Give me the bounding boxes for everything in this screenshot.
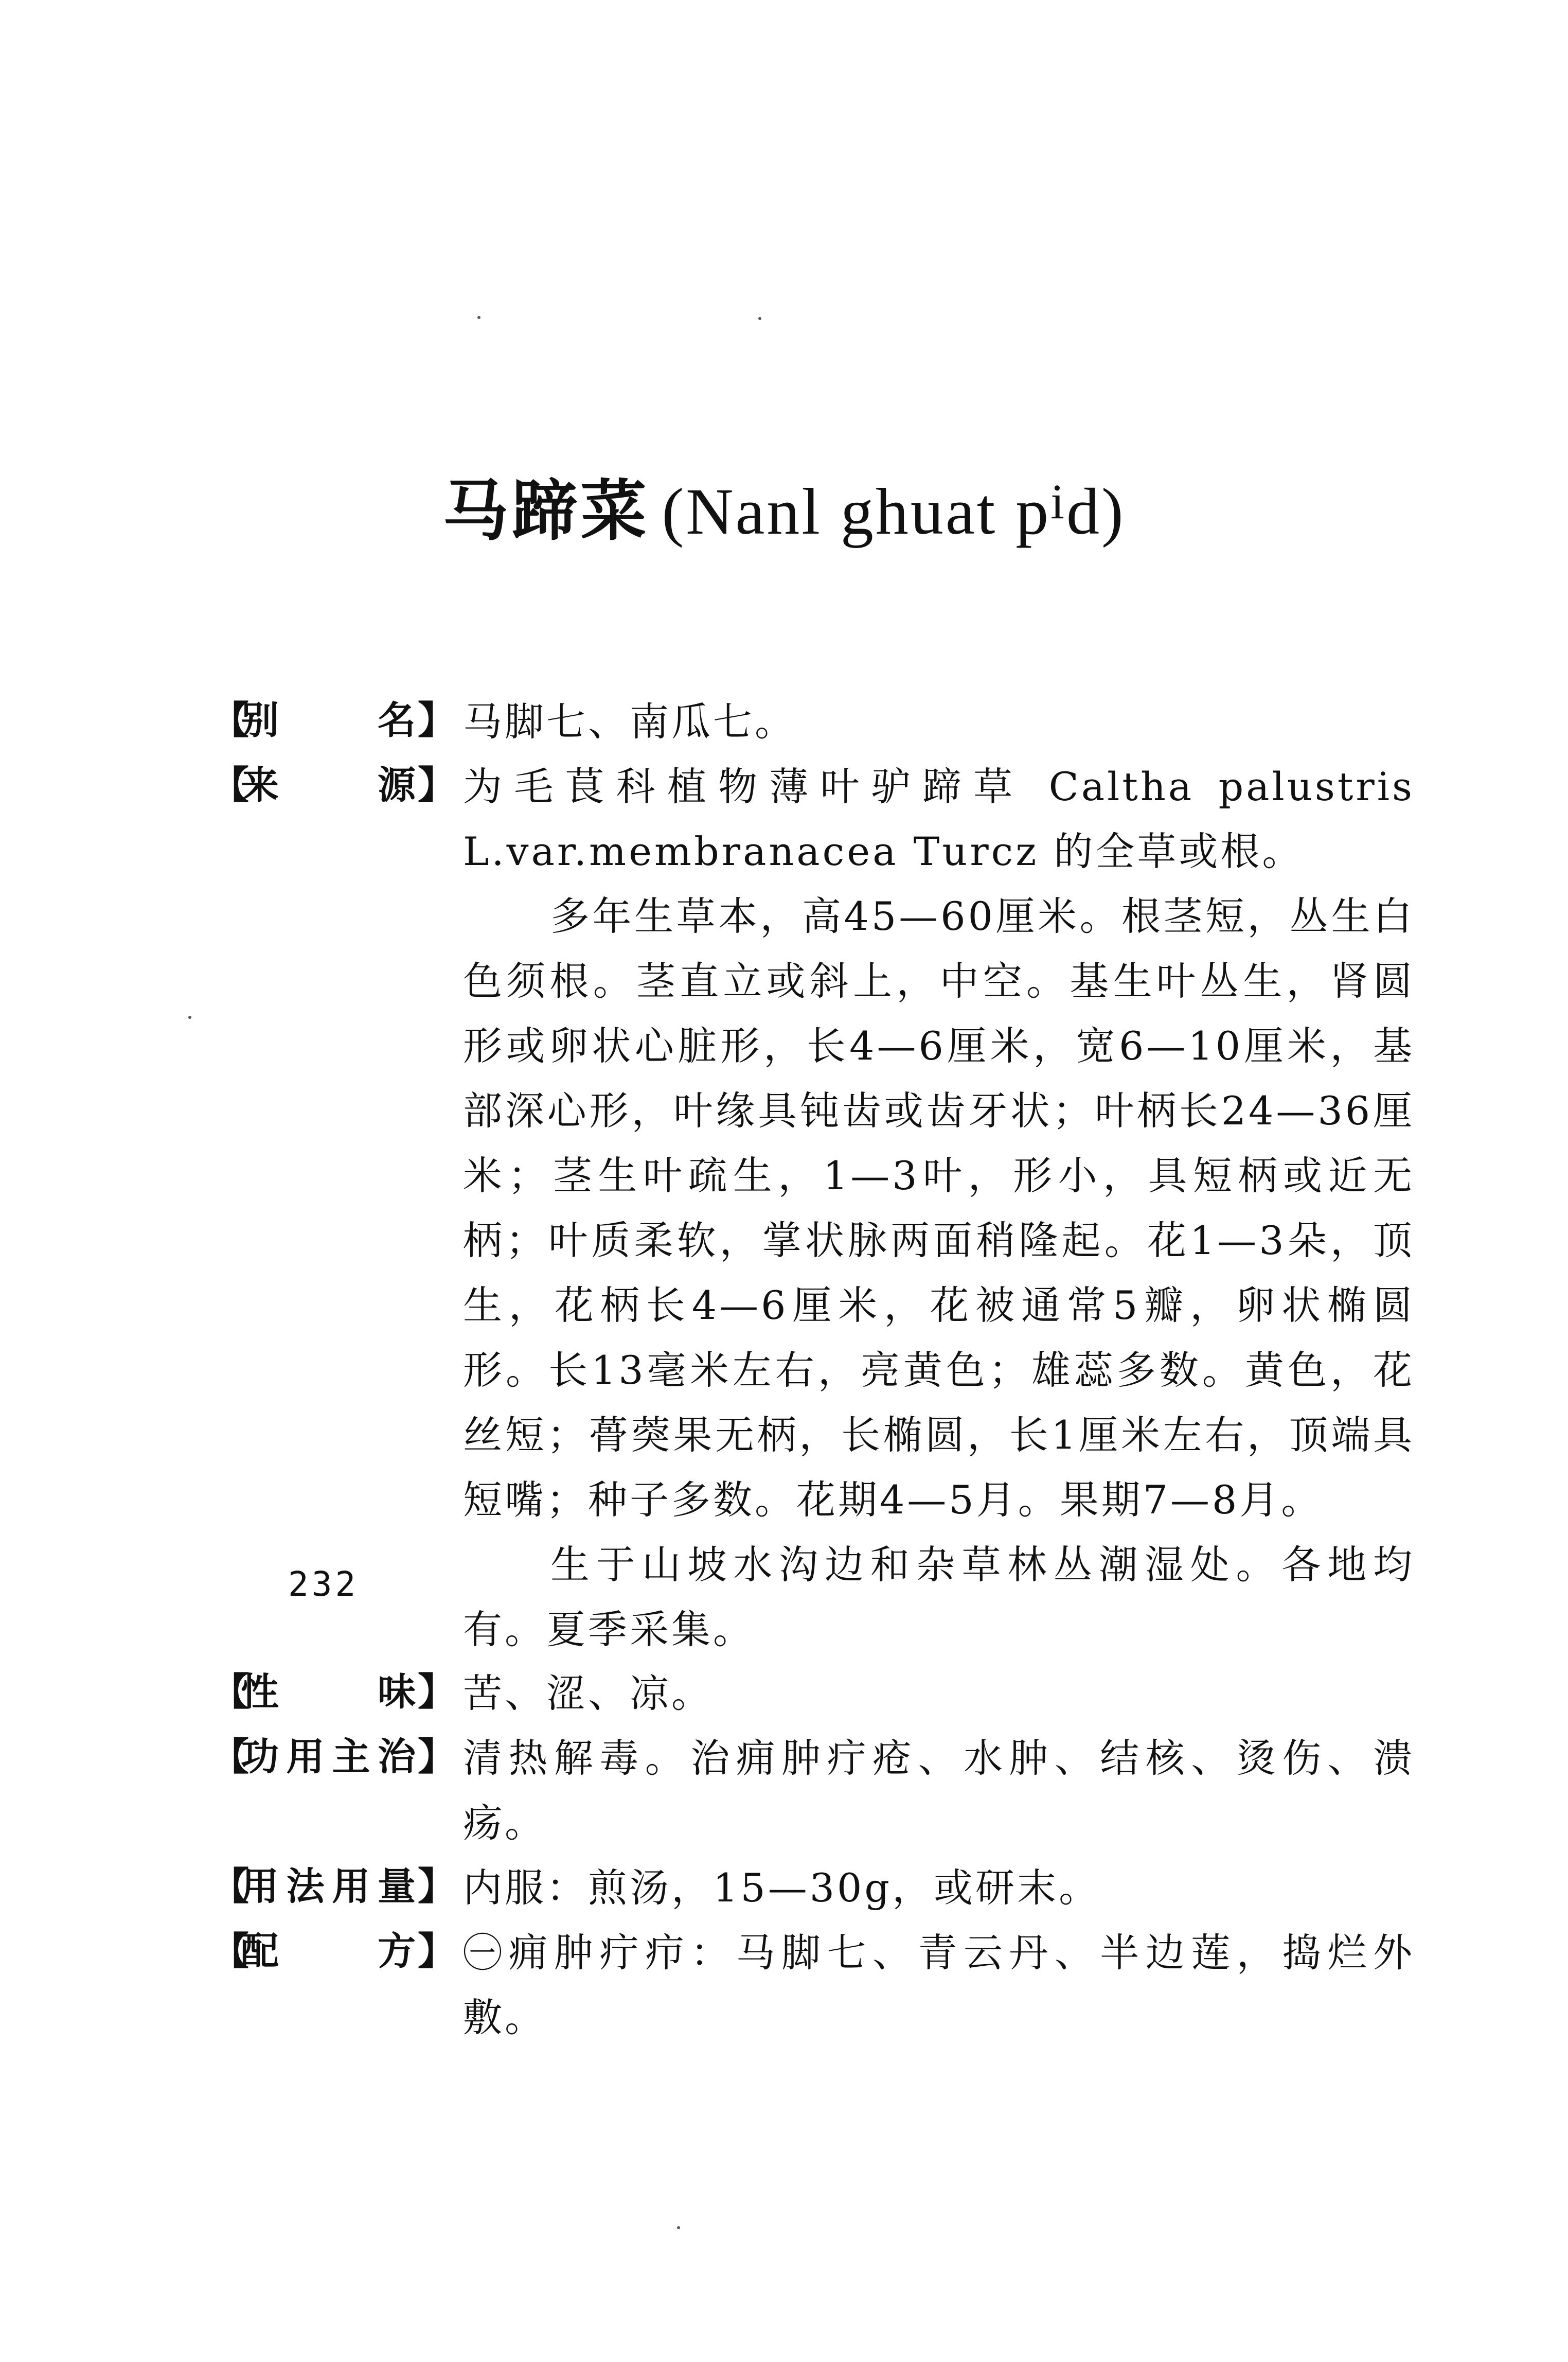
paragraph: 清热解毒。治痈肿疔疮、水肿、结核、烫伤、溃疡。 — [463, 1735, 1415, 1846]
page-number: 232 — [288, 1564, 359, 1604]
entry-label — [211, 1726, 458, 1788]
bracket-left: 【 — [211, 1670, 249, 1714]
label-char: 量 — [377, 1864, 416, 1909]
paragraph: 多年生草本，高45—60厘米。根茎短，丛生白色须根。茎直立或斜上，中空。基生叶丛生，肾圆形或卵状心脏形，长4—6厘米，宽6—10厘米，基部深心形，叶缘具钝齿或齿牙状；叶柄长24—36厘米；茎生叶疏生，1—3叶，形小，具短柄或近无柄；叶质柔软，掌状脉两面稍隆起。花1—3朵，顶生，花柄长4—6厘米，花被通常5瓣，卵状椭圆形。长13毫米左右，亮黄色；雄蕊多数。黄色，花丝短；蓇葖果无柄，长椭圆，长1厘米左右，顶端具短嘴；种子多数。花期4—5月。果期7—8月。 — [463, 893, 1415, 1523]
entry-label — [211, 1661, 458, 1723]
title-chinese: 马蹄菜 — [442, 473, 650, 550]
entry-label — [211, 754, 458, 816]
entry-label — [211, 1856, 458, 1917]
entry-source — [211, 754, 1415, 1662]
entry-label — [211, 1920, 458, 1982]
label-text — [241, 1856, 416, 1917]
paragraph: 内服：煎汤，15—30g，或研末。 — [463, 1865, 1101, 1911]
bracket-left: 【 — [211, 698, 249, 743]
label-char: 别 — [241, 698, 279, 743]
title-roman-open: (Nanl ghuat p — [662, 475, 1051, 548]
entry-indications — [211, 1726, 1415, 1856]
title-roman-superscript: i — [1050, 474, 1066, 529]
page-title — [0, 461, 1568, 553]
entry-content — [463, 1726, 1415, 1856]
label-text — [241, 754, 416, 816]
label-char: 源 — [378, 763, 416, 807]
bracket-right: 】 — [418, 698, 456, 743]
label-char: 治 — [377, 1735, 416, 1779]
label-text — [241, 1920, 416, 1982]
title-romanization — [662, 475, 1125, 548]
entry-prescription — [211, 1920, 1415, 2050]
entry-label — [211, 690, 458, 751]
bracket-left: 【 — [211, 1864, 249, 1909]
paragraph: 为毛茛科植物薄叶驴蹄草 Caltha palustris L.var.membranacea Turcz 的全草或根。 — [463, 764, 1415, 874]
bracket-left: 【 — [211, 1735, 249, 1779]
entry-content — [463, 754, 1415, 1662]
bracket-right: 】 — [418, 763, 456, 807]
label-char: 味 — [378, 1670, 416, 1714]
label-char: 用 — [241, 1864, 279, 1909]
scan-speck — [758, 317, 761, 320]
label-text — [241, 690, 416, 751]
scan-speck — [677, 2226, 680, 2229]
label-char: 性 — [241, 1670, 279, 1714]
bracket-right: 】 — [418, 1929, 456, 1973]
bracket-right: 】 — [418, 1735, 456, 1779]
label-char: 用 — [286, 1735, 325, 1779]
label-char: 来 — [241, 763, 279, 807]
entry-content — [463, 690, 1415, 754]
scan-speck — [477, 316, 480, 319]
label-char: 法 — [286, 1864, 325, 1909]
entry-content — [463, 1856, 1415, 1920]
title-roman-close: d) — [1066, 475, 1126, 548]
bracket-left: 【 — [211, 763, 249, 807]
bracket-right: 】 — [418, 1670, 456, 1714]
label-char: 主 — [332, 1735, 370, 1779]
label-char: 配 — [241, 1929, 279, 1973]
paragraph: 生于山坡水沟边和杂草林丛潮湿处。各地均有。夏季采集。 — [463, 1542, 1415, 1652]
label-text — [241, 1726, 416, 1788]
scan-speck — [188, 1016, 191, 1019]
paragraph: ㊀痈肿疔疖：马脚七、青云丹、半边莲，捣烂外敷。 — [463, 1930, 1415, 2040]
label-text — [241, 1661, 416, 1723]
paragraph: 马脚七、南瓜七。 — [463, 699, 796, 745]
entry-dosage — [211, 1856, 1415, 1920]
entry-content — [463, 1920, 1415, 2050]
bracket-left: 【 — [211, 1929, 249, 1973]
entry-nature-flavor — [211, 1661, 1415, 1726]
entry-content — [463, 1661, 1415, 1726]
bracket-right: 】 — [418, 1864, 456, 1909]
label-char: 用 — [332, 1864, 370, 1909]
label-char: 名 — [378, 698, 416, 743]
label-char: 方 — [378, 1929, 416, 1973]
entry-alias — [211, 690, 1415, 754]
paragraph: 苦、涩、凉。 — [463, 1670, 713, 1716]
label-char: 功 — [241, 1735, 279, 1779]
